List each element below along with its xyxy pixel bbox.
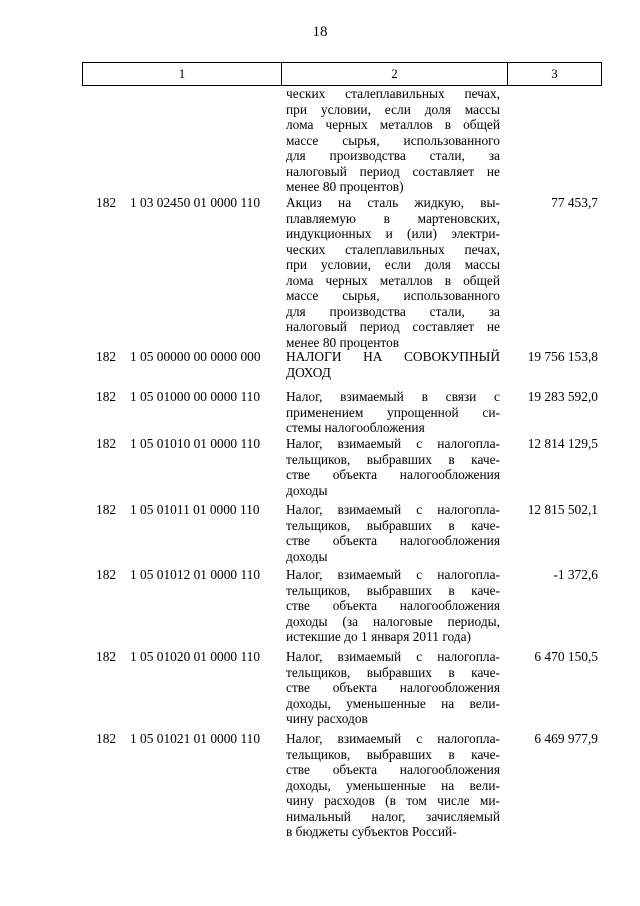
revenue-name: [286, 349, 500, 380]
page-number: 18: [312, 24, 328, 40]
revenue-name-line: при условии, если доля массы: [286, 101, 500, 117]
revenue-name-line: ческих сталеплавильных печах,: [286, 241, 500, 257]
revenue-name-line: тельщиков, выбравших в каче-: [286, 451, 500, 467]
revenue-name-line: для производства стали, за: [286, 303, 500, 319]
revenue-name-line: Акциз на сталь жидкую, вы-: [286, 195, 500, 210]
revenue-name-line: доходы: [286, 482, 328, 498]
admin-code: 182: [96, 649, 117, 664]
amount-value: 77 453,7: [551, 195, 598, 210]
revenue-name-line: истекшие до 1 января 2011 года): [286, 629, 472, 644]
budget-classification-code: 1 05 01021 01 0000 110: [130, 731, 261, 746]
admin-code: 182: [96, 349, 117, 364]
revenue-name: [286, 389, 500, 436]
revenue-name-line: Налог, взимаемый с налогопла-: [286, 567, 500, 582]
budget-classification-code: 1 05 01011 01 0000 110: [130, 502, 260, 517]
revenue-name-line: Налог, взимаемый с налогопла-: [286, 731, 500, 746]
revenue-name-line: тельщиков, выбравших в каче-: [286, 746, 500, 762]
revenue-name-line: лома черных металлов в общей: [286, 272, 500, 288]
amount-value: 6 470 150,5: [534, 649, 598, 664]
budget-classification-code: 1 05 01012 01 0000 110: [130, 567, 261, 582]
amount-value: 19 283 592,0: [527, 389, 598, 404]
revenue-name-line: Налог, взимаемый с налогопла-: [286, 436, 500, 451]
revenue-name: [286, 649, 500, 727]
revenue-name-line: тельщиков, выбравших в каче-: [286, 582, 500, 598]
revenue-name-line: массе сырья, использованного: [286, 288, 500, 303]
revenue-name-line: менее 80 процентов): [286, 179, 404, 194]
header-col-1: 1: [83, 63, 282, 86]
budget-classification-code: 1 05 01010 01 0000 110: [130, 436, 261, 451]
amount-value: 19 756 153,8: [527, 349, 598, 364]
amount-value: 12 814 129,5: [527, 436, 598, 451]
revenue-name-line: массе сырья, использованного: [286, 132, 500, 148]
admin-code: 182: [96, 502, 117, 517]
revenue-name: [286, 567, 500, 645]
header-col-2: 2: [282, 63, 508, 86]
revenue-name-line: стемы налогообложения: [286, 420, 425, 435]
revenue-name-line: Налог, взимаемый в связи с: [286, 389, 500, 404]
budget-classification-code: 1 05 01020 01 0000 110: [130, 649, 261, 664]
revenue-name: [286, 502, 500, 564]
admin-code: 182: [96, 731, 117, 746]
revenue-name-line: для производства стали, за: [286, 148, 500, 163]
revenue-name-line: налоговый период составляет не: [286, 163, 500, 179]
admin-code: 182: [96, 195, 117, 210]
revenue-name-line: стве объекта налогообложения: [286, 762, 500, 777]
revenue-name-line: стве объекта налогообложения: [286, 598, 500, 613]
revenue-name-line: лома черных металлов в общей: [286, 117, 500, 132]
revenue-name-line: чину расходов: [286, 711, 368, 726]
revenue-name-line: ДОХОД: [286, 364, 331, 380]
revenue-name: [286, 731, 500, 840]
admin-code: 182: [96, 436, 117, 451]
revenue-name-line: при условии, если доля массы: [286, 257, 500, 272]
revenue-name-line: стве объекта налогообложения: [286, 467, 500, 482]
revenue-name: [286, 436, 500, 498]
admin-code: 182: [96, 389, 117, 404]
revenue-name-line: НАЛОГИ НА СОВОКУПНЫЙ: [286, 349, 500, 364]
revenue-name-line: доходы, уменьшенные на вели-: [286, 777, 500, 793]
revenue-name-line: применением упрощенной си-: [286, 404, 500, 420]
table-header: [82, 62, 602, 86]
revenue-name-line: ческих сталеплавильных печах,: [286, 86, 500, 101]
revenue-name-line: нимальный налог, зачисляемый: [286, 808, 500, 824]
budget-classification-code: 1 05 00000 00 0000 000: [130, 349, 261, 364]
budget-classification-code: 1 05 01000 00 0000 110: [130, 389, 261, 404]
revenue-name-line: Налог, взимаемый с налогопла-: [286, 502, 500, 517]
revenue-name-line: стве объекта налогообложения: [286, 533, 500, 548]
amount-value: -1 372,6: [553, 567, 598, 582]
revenue-name-line: стве объекта налогообложения: [286, 680, 500, 695]
revenue-name-line: доходы: [286, 548, 328, 564]
revenue-name-line: менее 80 процентов: [286, 334, 400, 350]
revenue-name-line: индукционных и (или) электри-: [286, 226, 500, 241]
revenue-name: [286, 195, 500, 350]
revenue-name-line: в бюджеты субъектов Россий-: [286, 824, 457, 839]
revenue-name-line: доходы (за налоговые периоды,: [286, 613, 500, 629]
amount-value: 6 469 977,9: [534, 731, 598, 746]
header-col-3: 3: [508, 63, 602, 86]
revenue-name-line: Налог, взимаемый с налогопла-: [286, 649, 500, 664]
budget-classification-code: 1 03 02450 01 0000 110: [130, 195, 261, 210]
revenue-name-line: плавляемую в мартеновских,: [286, 210, 500, 226]
revenue-name-line: тельщиков, выбравших в каче-: [286, 664, 500, 680]
revenue-name-line: тельщиков, выбравших в каче-: [286, 517, 500, 533]
revenue-name-line: чину расходов (в том числе ми-: [286, 793, 500, 808]
revenue-name-line: доходы, уменьшенные на вели-: [286, 695, 500, 711]
revenue-name: [286, 86, 500, 195]
revenue-name-line: налоговый период составляет не: [286, 319, 500, 334]
admin-code: 182: [96, 567, 117, 582]
amount-value: 12 815 502,1: [527, 502, 598, 517]
